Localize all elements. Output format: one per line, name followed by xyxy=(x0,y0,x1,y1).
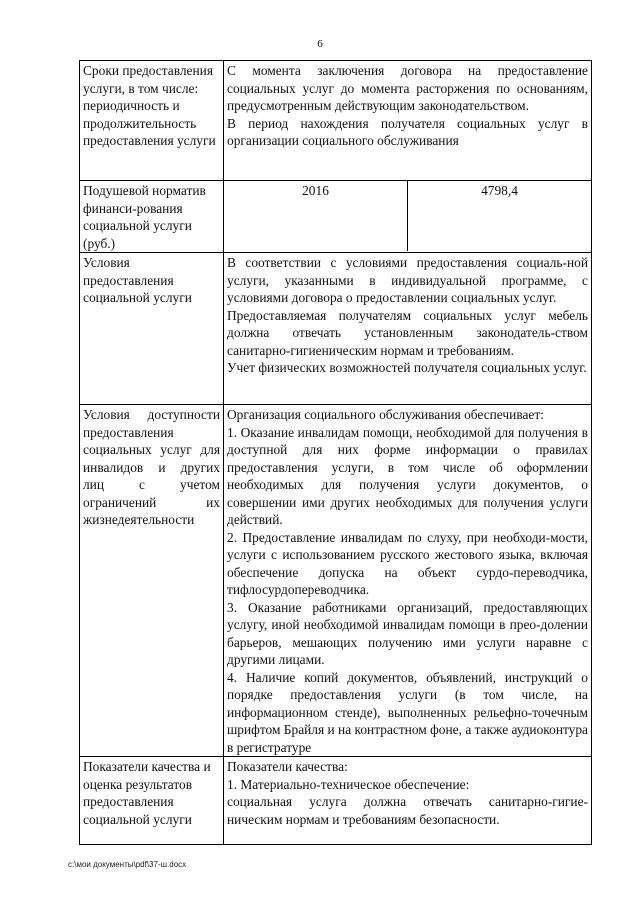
table-row xyxy=(80,61,592,181)
file-path-footer: c:\мои документы\pdf\37-ш.docx xyxy=(68,860,187,869)
row-value-norm xyxy=(224,181,592,253)
paragraph: Организация социального обслуживания обеспечивает: xyxy=(227,407,544,422)
row-value-accessibility xyxy=(224,405,592,757)
norm-subtable xyxy=(224,181,591,251)
norm-year: 2016 xyxy=(224,181,408,251)
table-row xyxy=(80,181,592,253)
paragraph: С момента заключения договора на предоставление социальных услуг до момента расторжения по основаниям, предусмотренным действующим законодательством. xyxy=(227,63,588,113)
paragraph: Учет физических возможностей получателя социальных услуг. xyxy=(227,360,587,375)
page-number: 6 xyxy=(317,38,323,50)
table-row xyxy=(80,405,592,757)
paragraph: 1. Материально-техническое обеспечение: xyxy=(227,776,470,792)
service-standard-table xyxy=(79,60,592,845)
paragraph: В соответствии с условиями предоставления социаль-ной услуги, указанными в индивидуальной программе, с условиями договора о предоставлении социальных услуг. xyxy=(227,255,588,305)
row-label-conditions: Условия предоставления социальной услуги xyxy=(80,253,224,405)
paragraph: Показатели качества: xyxy=(227,759,348,774)
paragraph: 4. Наличие копий документов, объявлений, инструкций о порядке предоставления услуги (в том числе, на информационном стенде), выполненных рельефно-точечным шрифтом Брайля и на контрастном фоне, а также аудиоконтура в регистратуре xyxy=(227,669,588,755)
paragraph: социальная услуга должна отвечать санитарно-гигие-ническим нормам и требованиям безопасности. xyxy=(227,794,588,827)
row-value-quality xyxy=(224,757,592,845)
paragraph: В период нахождения получателя социальных услуг в организации социального обслуживания xyxy=(227,115,588,148)
row-label-norm: Подушевой норматив финанси-рования социальной услуги (руб.) xyxy=(80,181,224,253)
paragraph: 1. Оказание инвалидам помощи, необходимой для получения в доступной для них форме информации о правилах предоставления услуги, в том числе об оформлении необходимых для получения услуги документов, о совершении ими других необходимых для получения услуги действий. xyxy=(227,424,588,527)
paragraph: Предоставляемая получателям социальных услуг мебель должна отвечать установленным законодатель-ством санитарно-гигиеническим нормам и требованиям. xyxy=(227,307,588,358)
paragraph: 3. Оказание работниками организаций, предоставляющих услугу, иной необходимой инвалидам помощи в прео-долении барьеров, мешающих получению ими услуги наравне с другими лицами. xyxy=(227,599,588,667)
row-label-quality: Показатели качества и оценка результатов предоставления социальной услуги xyxy=(80,757,224,845)
norm-amount: 4798,4 xyxy=(481,183,518,198)
row-value-terms xyxy=(224,61,592,181)
table-row xyxy=(80,253,592,405)
row-label-terms: Сроки предоставления услуги, в том числе: периодичность и продолжительность предоставления услуги xyxy=(80,61,224,181)
row-value-conditions xyxy=(224,253,592,405)
table-row xyxy=(80,757,592,845)
paragraph: 2. Предоставление инвалидам по слуху, при необходи-мости, услуги с использованием русского жестового языка, включая обеспечение допуска на объект сурдо-переводчика, тифлосурдопереводчика. xyxy=(227,529,588,597)
row-label-accessibility: Условия доступности предоставления социальных услуг для инвалидов и других лиц с учетом ограничений их жизнедеятельности xyxy=(80,405,224,757)
